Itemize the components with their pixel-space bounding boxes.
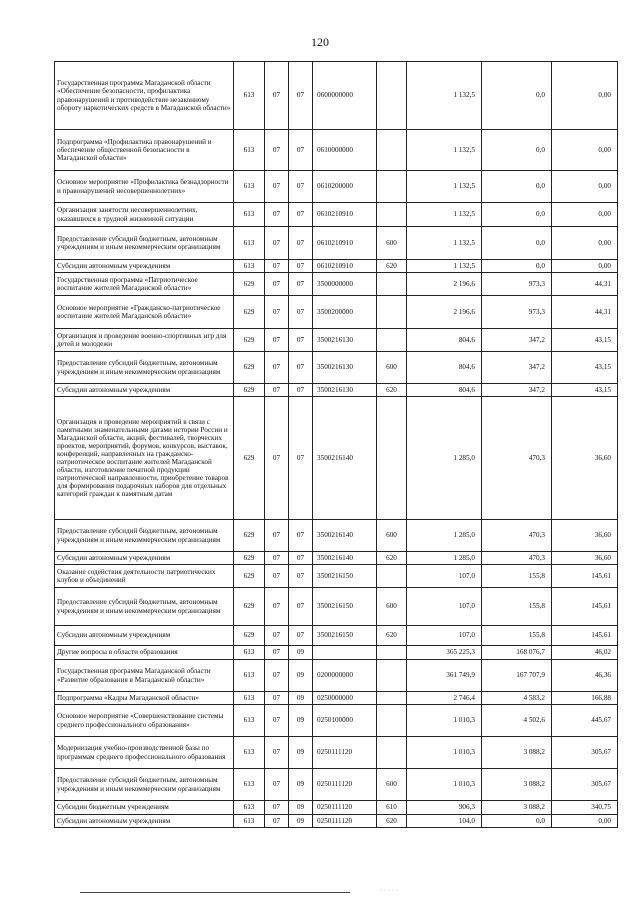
table-row <box>55 705 618 737</box>
expense-type <box>377 62 407 130</box>
subsection-code: 09 <box>289 801 313 815</box>
row-name: Предоставление субсидий бюджетным, автономным учреждениям и иным некоммерческим организациям <box>55 769 234 801</box>
section-code: 07 <box>265 705 289 737</box>
fact-value: 973,3 <box>482 273 552 296</box>
target-code: 0610000000 <box>313 130 377 171</box>
percent-value: 0,00 <box>552 227 618 260</box>
section-code: 07 <box>265 203 289 227</box>
table-row <box>55 801 618 815</box>
admin-code: 613 <box>234 705 265 737</box>
table-row <box>55 692 618 705</box>
table-row <box>55 520 618 552</box>
percent-value: 36,60 <box>552 520 618 552</box>
fact-value: 168 076,7 <box>482 646 552 660</box>
percent-value: 305,67 <box>552 769 618 801</box>
section-code: 07 <box>265 801 289 815</box>
percent-value: 0,00 <box>552 815 618 828</box>
subsection-code: 07 <box>289 296 313 329</box>
expense-type <box>377 329 407 352</box>
plan-value: 1 285,0 <box>407 552 482 565</box>
target-code: 0610210910 <box>313 203 377 227</box>
target-code: 3500216130 <box>313 384 377 397</box>
section-code: 07 <box>265 626 289 646</box>
target-code: 0250111120 <box>313 737 377 769</box>
expense-type <box>377 273 407 296</box>
row-name: Субсидии бюджетным учреждениям <box>55 801 234 815</box>
fact-value: 155,8 <box>482 626 552 646</box>
percent-value: 0,00 <box>552 62 618 130</box>
row-name: Предоставление субсидий бюджетным, автономным учреждениям и иным некоммерческим организациям <box>55 588 234 626</box>
subsection-code: 07 <box>289 227 313 260</box>
target-code: 3500216140 <box>313 397 377 520</box>
plan-value: 1 132,5 <box>407 227 482 260</box>
section-code: 07 <box>265 646 289 660</box>
fact-value: 3 088,2 <box>482 769 552 801</box>
table-row <box>55 273 618 296</box>
expense-type: 620 <box>377 552 407 565</box>
target-code: 3500000000 <box>313 273 377 296</box>
row-name: Организация и проведение военно-спортивных игр для детей и молодежи <box>55 329 234 352</box>
expense-type <box>377 130 407 171</box>
table-row <box>55 660 618 692</box>
target-code: 3500216150 <box>313 626 377 646</box>
row-name: Основное мероприятие «Совершенствование системы среднего профессионального образования» <box>55 705 234 737</box>
subsection-code: 07 <box>289 552 313 565</box>
fact-value: 3 088,2 <box>482 737 552 769</box>
percent-value: 340,75 <box>552 801 618 815</box>
admin-code: 629 <box>234 565 265 588</box>
table-body <box>55 62 618 828</box>
admin-code: 629 <box>234 588 265 626</box>
fact-value: 0,0 <box>482 171 552 203</box>
plan-value: 804,6 <box>407 352 482 384</box>
subsection-code: 07 <box>289 352 313 384</box>
percent-value: 43,15 <box>552 352 618 384</box>
expense-type <box>377 692 407 705</box>
section-code: 07 <box>265 692 289 705</box>
page-number: 120 <box>311 35 329 49</box>
target-code: 0600000000 <box>313 62 377 130</box>
subsection-code: 09 <box>289 769 313 801</box>
percent-value: 43,15 <box>552 384 618 397</box>
section-code: 07 <box>265 588 289 626</box>
row-name: Организация занятости несовершеннолетних, оказавшихся в трудной жизненной ситуации <box>55 203 234 227</box>
expense-type <box>377 705 407 737</box>
plan-value: 1 010,3 <box>407 705 482 737</box>
fact-value: 155,8 <box>482 588 552 626</box>
table-row <box>55 565 618 588</box>
fact-value: 347,2 <box>482 352 552 384</box>
row-name: Организация и проведение мероприятий в связи с памятными знаменательными датами истории России и Магаданской области, акций, фестивалей, творческих проектов, мероприятий, форумов, конкурсов, выставок, конференций, направленных на гражданско-патриотическое воспитание жителей Магаданской области, изготовление печатной продукции патриотической направленности, приобретение товаров для формирования подарочных наборов для отдельных категорий граждан к памятным датам <box>55 397 234 520</box>
subsection-code: 07 <box>289 520 313 552</box>
section-code: 07 <box>265 815 289 828</box>
admin-code: 613 <box>234 646 265 660</box>
subsection-code: 07 <box>289 203 313 227</box>
target-code: 3500216140 <box>313 520 377 552</box>
section-code: 07 <box>265 352 289 384</box>
plan-value: 107,0 <box>407 565 482 588</box>
expense-type: 600 <box>377 227 407 260</box>
admin-code: 613 <box>234 801 265 815</box>
percent-value: 0,00 <box>552 260 618 273</box>
subsection-code: 07 <box>289 329 313 352</box>
row-name: Модернизация учебно-производственной базы по программам среднего профессионального образования <box>55 737 234 769</box>
plan-value: 906,3 <box>407 801 482 815</box>
percent-value: 46,02 <box>552 646 618 660</box>
percent-value: 305,67 <box>552 737 618 769</box>
fact-value: 4 502,6 <box>482 705 552 737</box>
percent-value: 145,61 <box>552 565 618 588</box>
subsection-code: 07 <box>289 588 313 626</box>
fact-value: 347,2 <box>482 384 552 397</box>
fact-value: 0,0 <box>482 130 552 171</box>
subsection-code: 07 <box>289 565 313 588</box>
plan-value: 1 285,0 <box>407 397 482 520</box>
subsection-code: 09 <box>289 660 313 692</box>
section-code: 07 <box>265 171 289 203</box>
admin-code: 629 <box>234 626 265 646</box>
section-code: 07 <box>265 660 289 692</box>
expense-type: 620 <box>377 815 407 828</box>
plan-value: 1 132,5 <box>407 62 482 130</box>
section-code: 07 <box>265 130 289 171</box>
table-row <box>55 737 618 769</box>
row-name: Государственная программа «Патриотическое воспитание жителей Магаданской области» <box>55 273 234 296</box>
subsection-code: 07 <box>289 171 313 203</box>
section-code: 07 <box>265 397 289 520</box>
plan-value: 804,6 <box>407 329 482 352</box>
table-row <box>55 384 618 397</box>
admin-code: 613 <box>234 660 265 692</box>
admin-code: 613 <box>234 260 265 273</box>
plan-value: 104,0 <box>407 815 482 828</box>
admin-code: 629 <box>234 520 265 552</box>
fact-value: 0,0 <box>482 260 552 273</box>
table-row <box>55 352 618 384</box>
table-row <box>55 769 618 801</box>
percent-value: 46,36 <box>552 660 618 692</box>
row-name: Государственная программа Магаданской области «Развитие образования в Магаданской области» <box>55 660 234 692</box>
subsection-code: 07 <box>289 397 313 520</box>
expense-type: 600 <box>377 352 407 384</box>
admin-code: 629 <box>234 329 265 352</box>
percent-value: 44,31 <box>552 296 618 329</box>
fact-value: 167 707,9 <box>482 660 552 692</box>
admin-code: 629 <box>234 552 265 565</box>
plan-value: 107,0 <box>407 626 482 646</box>
admin-code: 613 <box>234 692 265 705</box>
admin-code: 613 <box>234 815 265 828</box>
percent-value: 0,00 <box>552 171 618 203</box>
fact-value: 155,8 <box>482 565 552 588</box>
percent-value: 145,61 <box>552 588 618 626</box>
expense-type <box>377 737 407 769</box>
row-name: Основное мероприятие «Профилактика безнадзорности и правонарушений несовершеннолетних» <box>55 171 234 203</box>
table-row <box>55 815 618 828</box>
plan-value: 365 225,3 <box>407 646 482 660</box>
subsection-code: 09 <box>289 705 313 737</box>
section-code: 07 <box>265 520 289 552</box>
expense-type <box>377 660 407 692</box>
subsection-code: 09 <box>289 737 313 769</box>
target-code: 3500216140 <box>313 552 377 565</box>
fact-value: 973,3 <box>482 296 552 329</box>
section-code: 07 <box>265 565 289 588</box>
subsection-code: 07 <box>289 130 313 171</box>
fact-value: 0,0 <box>482 203 552 227</box>
fact-value: 0,0 <box>482 62 552 130</box>
target-code <box>313 646 377 660</box>
fact-value: 470,3 <box>482 397 552 520</box>
section-code: 07 <box>265 260 289 273</box>
percent-value: 36,60 <box>552 397 618 520</box>
row-name: Другие вопросы в области образования <box>55 646 234 660</box>
plan-value: 1 132,5 <box>407 171 482 203</box>
admin-code: 629 <box>234 397 265 520</box>
plan-value: 2 196,6 <box>407 273 482 296</box>
plan-value: 1 285,0 <box>407 520 482 552</box>
subsection-code: 07 <box>289 384 313 397</box>
target-code: 0250000000 <box>313 692 377 705</box>
table-row <box>55 626 618 646</box>
target-code: 0250111120 <box>313 815 377 828</box>
target-code: 0200000000 <box>313 660 377 692</box>
admin-code: 613 <box>234 203 265 227</box>
target-code: 3500216130 <box>313 329 377 352</box>
fact-value: 0,0 <box>482 227 552 260</box>
fact-value: 4 583,2 <box>482 692 552 705</box>
footer-rule <box>80 892 350 893</box>
row-name: Предоставление субсидий бюджетным, автономным учреждениям и иным некоммерческим организациям <box>55 520 234 552</box>
target-code: 0250111120 <box>313 769 377 801</box>
table-row <box>55 646 618 660</box>
target-code: 0250100000 <box>313 705 377 737</box>
percent-value: 445,67 <box>552 705 618 737</box>
subsection-code: 09 <box>289 646 313 660</box>
subsection-code: 07 <box>289 260 313 273</box>
admin-code: 629 <box>234 296 265 329</box>
admin-code: 613 <box>234 227 265 260</box>
target-code: 0250111120 <box>313 801 377 815</box>
target-code: 0610210910 <box>313 260 377 273</box>
section-code: 07 <box>265 329 289 352</box>
target-code: 3500200000 <box>313 296 377 329</box>
expense-type <box>377 296 407 329</box>
admin-code: 629 <box>234 384 265 397</box>
expense-type <box>377 203 407 227</box>
expense-type <box>377 565 407 588</box>
table-row <box>55 588 618 626</box>
footer-dots: ····· <box>380 888 400 894</box>
admin-code: 613 <box>234 769 265 801</box>
admin-code: 613 <box>234 62 265 130</box>
table-row <box>55 329 618 352</box>
expense-type: 620 <box>377 260 407 273</box>
plan-value: 1 010,3 <box>407 737 482 769</box>
admin-code: 629 <box>234 273 265 296</box>
subsection-code: 07 <box>289 62 313 130</box>
section-code: 07 <box>265 273 289 296</box>
table-row <box>55 171 618 203</box>
section-code: 07 <box>265 384 289 397</box>
percent-value: 166,88 <box>552 692 618 705</box>
fact-value: 470,3 <box>482 552 552 565</box>
expense-type: 610 <box>377 801 407 815</box>
percent-value: 145,61 <box>552 626 618 646</box>
row-name: Оказание содействия деятельности патриотических клубов и объединений <box>55 565 234 588</box>
admin-code: 613 <box>234 130 265 171</box>
row-name: Субсидии автономным учреждениям <box>55 552 234 565</box>
expense-type <box>377 171 407 203</box>
target-code: 0610200000 <box>313 171 377 203</box>
row-name: Субсидии автономным учреждениям <box>55 626 234 646</box>
row-name: Субсидии автономным учреждениям <box>55 260 234 273</box>
row-name: Субсидии автономным учреждениям <box>55 815 234 828</box>
target-code: 3500216150 <box>313 565 377 588</box>
row-name: Подпрограмма «Профилактика правонарушений и обеспечение общественной безопасности в Магаданской области» <box>55 130 234 171</box>
budget-table <box>54 61 618 828</box>
plan-value: 1 010,3 <box>407 769 482 801</box>
fact-value: 470,3 <box>482 520 552 552</box>
section-code: 07 <box>265 296 289 329</box>
subsection-code: 09 <box>289 815 313 828</box>
row-name: Предоставление субсидий бюджетным, автономным учреждениям и иным некоммерческим организациям <box>55 352 234 384</box>
row-name: Основное мероприятие «Гражданско-патриотическое воспитание жителей Магаданской области» <box>55 296 234 329</box>
subsection-code: 07 <box>289 626 313 646</box>
target-code: 3500216130 <box>313 352 377 384</box>
admin-code: 629 <box>234 352 265 384</box>
subsection-code: 07 <box>289 273 313 296</box>
subsection-code: 09 <box>289 692 313 705</box>
admin-code: 613 <box>234 737 265 769</box>
target-code: 0610210910 <box>313 227 377 260</box>
plan-value: 1 132,5 <box>407 130 482 171</box>
table-row <box>55 227 618 260</box>
plan-value: 1 132,5 <box>407 260 482 273</box>
row-name: Подпрограмма «Кадры Магаданской области» <box>55 692 234 705</box>
row-name: Субсидии автономным учреждениям <box>55 384 234 397</box>
table-row <box>55 62 618 130</box>
row-name: Государственная программа Магаданской области «Обеспечение безопасности, профилактика правонарушений и противодействие незаконному обороту наркотических средств в Магаданской области» <box>55 62 234 130</box>
expense-type <box>377 397 407 520</box>
expense-type: 600 <box>377 520 407 552</box>
plan-value: 804,6 <box>407 384 482 397</box>
section-code: 07 <box>265 62 289 130</box>
fact-value: 0,0 <box>482 815 552 828</box>
plan-value: 2 746,4 <box>407 692 482 705</box>
percent-value: 36,60 <box>552 552 618 565</box>
table-row <box>55 397 618 520</box>
section-code: 07 <box>265 227 289 260</box>
percent-value: 0,00 <box>552 203 618 227</box>
table-row <box>55 552 618 565</box>
plan-value: 107,0 <box>407 588 482 626</box>
percent-value: 0,00 <box>552 130 618 171</box>
table-row <box>55 260 618 273</box>
admin-code: 613 <box>234 171 265 203</box>
row-name: Предоставление субсидий бюджетным, автономным учреждениям и иным некоммерческим организациям <box>55 227 234 260</box>
fact-value: 3 088,2 <box>482 801 552 815</box>
plan-value: 2 196,6 <box>407 296 482 329</box>
table-row <box>55 296 618 329</box>
percent-value: 43,15 <box>552 329 618 352</box>
expense-type: 600 <box>377 769 407 801</box>
percent-value: 44,31 <box>552 273 618 296</box>
expense-type: 620 <box>377 384 407 397</box>
section-code: 07 <box>265 737 289 769</box>
table-row <box>55 203 618 227</box>
table-row <box>55 130 618 171</box>
section-code: 07 <box>265 552 289 565</box>
plan-value: 361 749,9 <box>407 660 482 692</box>
expense-type <box>377 646 407 660</box>
fact-value: 347,2 <box>482 329 552 352</box>
target-code: 3500216150 <box>313 588 377 626</box>
section-code: 07 <box>265 769 289 801</box>
expense-type: 620 <box>377 626 407 646</box>
expense-type: 600 <box>377 588 407 626</box>
plan-value: 1 132,5 <box>407 203 482 227</box>
